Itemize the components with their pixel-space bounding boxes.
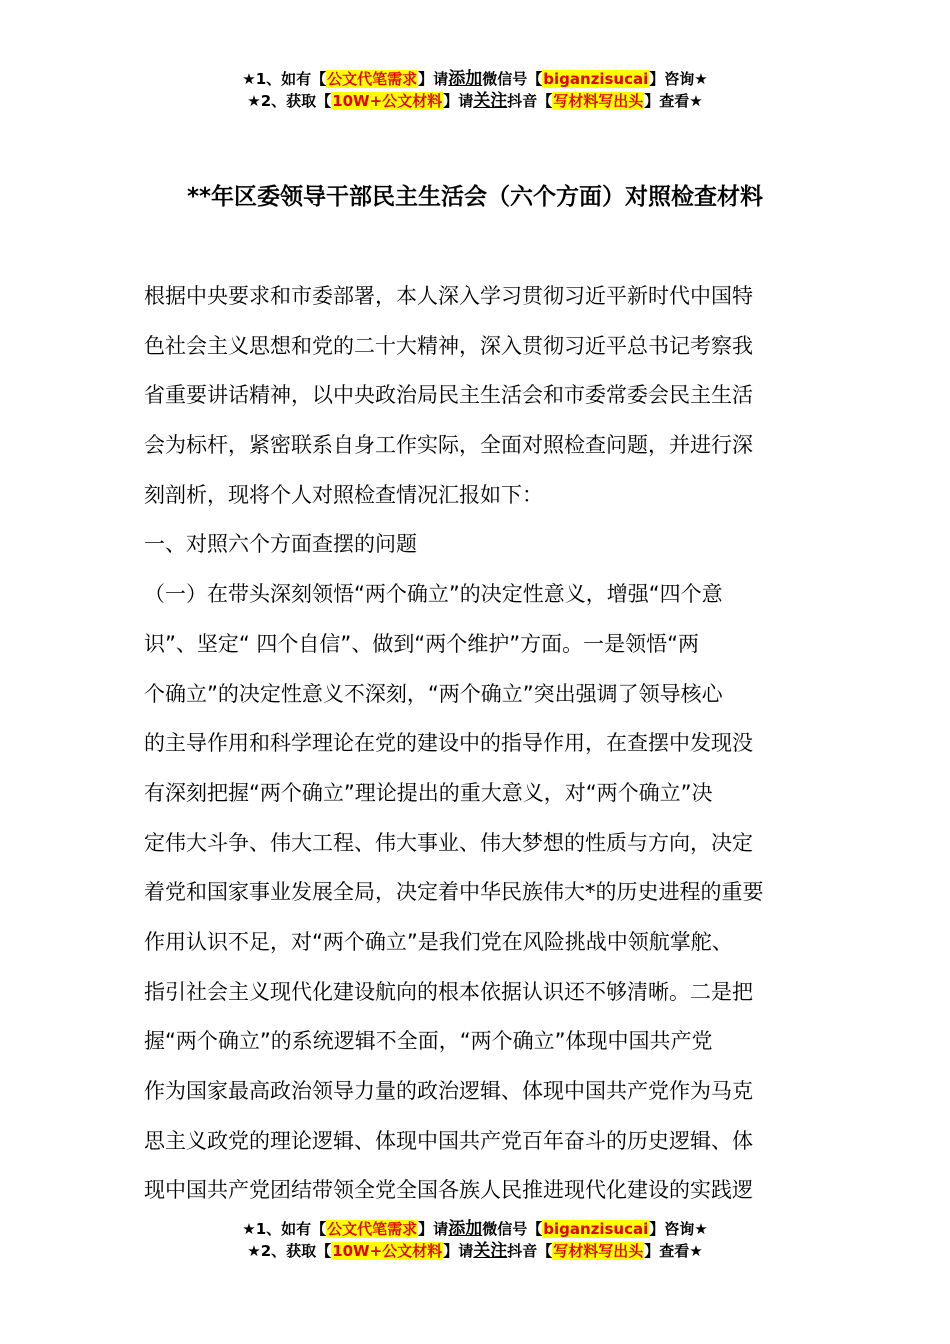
body-line: 有深刻把握“两个确立”理论提出的重大意义，对“两个确立”决 bbox=[144, 780, 713, 805]
promo-text: ★2、获取【 bbox=[247, 1242, 332, 1260]
promo-text: 】请 bbox=[443, 1242, 474, 1260]
promo-text: ★1、如有【 bbox=[242, 1220, 327, 1238]
body-line: 思主义政党的理论逻辑、体现中国共产党百年奋斗的历史逻辑、体 bbox=[144, 1128, 753, 1153]
body-line: 作为国家最高政治领导力量的政治逻辑、体现中国共产党作为马克 bbox=[144, 1079, 753, 1103]
promo-text: 】请 bbox=[443, 92, 474, 110]
body-line: 省重要讲话精神，以中央政治局民主生活会和市委常委会民主生活 bbox=[144, 383, 753, 408]
promo-text: 微信号【 bbox=[482, 70, 543, 88]
body-line: 色社会主义思想和党的二十大精神，深入贯彻习近平总书记考察我 bbox=[144, 333, 753, 358]
section-heading: 一、对照六个方面查摆的问题 bbox=[144, 532, 417, 557]
body-line: （一）在带头深刻领悟“两个确立”的决定性意义，增强“四个意 bbox=[144, 582, 723, 607]
promo-emphasis: 添加 bbox=[448, 69, 483, 89]
promo-emphasis: 关注 bbox=[473, 1241, 508, 1261]
promo-highlight-douyin: 写材料写出头 bbox=[553, 92, 644, 110]
promo-highlight: 10W+公文材料 bbox=[332, 1242, 443, 1260]
body-line: 着党和国家事业发展全局，决定着中华民族伟大*的历史进程的重要 bbox=[144, 880, 764, 905]
promo-line-1 bbox=[0, 1218, 950, 1240]
promo-line-2 bbox=[0, 1240, 950, 1262]
body-line: 作用认识不足，对“两个确立”是我们党在风险挑战中领航掌舵、 bbox=[144, 929, 733, 954]
body-line: 刻剖析，现将个人对照检查情况汇报如下： bbox=[144, 482, 543, 507]
promo-text: ★1、如有【 bbox=[242, 70, 327, 88]
promo-text: 】查看★ bbox=[644, 92, 703, 110]
promo-text: 】查看★ bbox=[644, 1242, 703, 1260]
promo-text: 抖音【 bbox=[507, 1242, 553, 1260]
promo-line-2 bbox=[0, 90, 950, 112]
body-line: 个确立”的决定性意义不深刻，“两个确立”突出强调了领导核心 bbox=[144, 681, 723, 706]
body-line: 定伟大斗争、伟大工程、伟大事业、伟大梦想的性质与方向，决定 bbox=[144, 830, 753, 855]
promo-text: 】请 bbox=[418, 1220, 449, 1238]
promo-highlight-douyin: 写材料写出头 bbox=[553, 1242, 644, 1260]
document-body bbox=[144, 272, 806, 1216]
body-line: 的主导作用和科学理论在党的建设中的指导作用，在查摆中发现没 bbox=[144, 731, 753, 756]
body-line: 根据中央要求和市委部署，本人深入学习贯彻习近平新时代中国特 bbox=[144, 284, 753, 308]
body-line: 识”、坚定“ 四个自信”、做到“两个维护”方面。一是领悟“两 bbox=[144, 631, 699, 656]
promo-emphasis: 添加 bbox=[448, 1219, 483, 1239]
promo-text: 】咨询★ bbox=[649, 70, 708, 88]
promo-text: 】请 bbox=[418, 70, 449, 88]
promo-highlight: 公文代笔需求 bbox=[327, 1220, 418, 1238]
body-line: 会为标杆，紧密联系自身工作实际，全面对照检查问题，并进行深 bbox=[144, 433, 753, 458]
footer-promo-banner bbox=[0, 1218, 950, 1262]
promo-highlight-wechat: biganzisucai bbox=[543, 70, 649, 88]
promo-text: 抖音【 bbox=[507, 92, 553, 110]
promo-emphasis: 关注 bbox=[473, 91, 508, 111]
body-line: 握“两个确立”的系统逻辑不全面，“两个确立”体现中国共产党 bbox=[144, 1029, 713, 1054]
promo-highlight: 10W+公文材料 bbox=[332, 92, 443, 110]
promo-text: ★2、获取【 bbox=[247, 92, 332, 110]
document-title: **年区委领导干部民主生活会（六个方面）对照检查材料 bbox=[186, 184, 764, 210]
body-line: 指引社会主义现代化建设航向的根本依据认识还不够清晰。二是把 bbox=[144, 979, 753, 1004]
promo-line-1 bbox=[0, 68, 950, 90]
promo-text: 微信号【 bbox=[482, 1220, 543, 1238]
promo-highlight: 公文代笔需求 bbox=[327, 70, 418, 88]
promo-text: 】咨询★ bbox=[649, 1220, 708, 1238]
body-line: 现中国共产党团结带领全党全国各族人民推进现代化建设的实践逻 bbox=[144, 1178, 753, 1203]
promo-highlight-wechat: biganzisucai bbox=[543, 1220, 649, 1238]
header-promo-banner bbox=[0, 68, 950, 112]
